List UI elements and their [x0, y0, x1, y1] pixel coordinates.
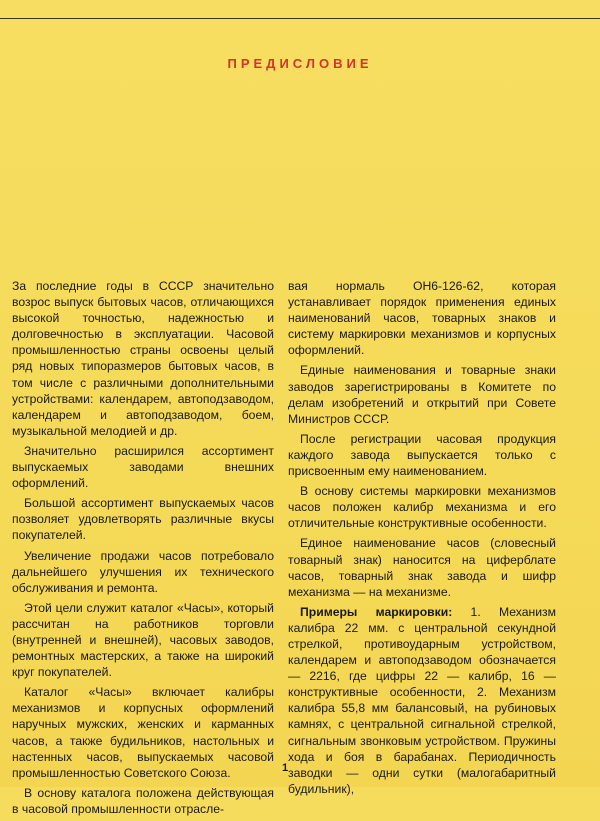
left-text-column — [12, 278, 274, 821]
paragraph: За последние годы в СССР значительно возрос выпуск бытовых часов, отличающихся высокой точностью, надежностью и долговечностью в эксплуатации. Часовой промышленностью страны освоены целый ряд новых типоразмеров бытовых часов, в том числе с различными дополнительными устройствами: календарем, автоподзаводом, календарем и автоподзаводом, боем, музыкальной мелодией и др. — [12, 279, 274, 438]
paragraph: Этой цели служит каталог «Часы», который рассчитан на работников торговли (внутренней и внешней), часовых заводов, ремонтных мастерских, а также на широкий круг покупателей. — [12, 600, 274, 680]
paragraph: Увеличение продажи часов потребовало дальнейшего улучшения их технического обслуживания и ремонта. — [12, 548, 274, 595]
paragraph: Единое наименование часов (словесный товарный знак) наносится на циферблате часов, товарный знак завода и шифр механизма — на механизме. — [288, 536, 556, 599]
paragraph: Большой ассортимент выпускаемых часов позволяет удовлетворять различные вкусы покупателей. — [12, 496, 274, 543]
paragraph: В основу каталога положена действующая в часовой промышленности отрасле- — [12, 785, 274, 816]
paragraph: В основу системы маркировки механизмов часов положен калибр механизма и его отличительные конструктивные особенности. — [288, 484, 556, 531]
paragraph: вая нормаль ОН6-126-62, которая устанавливает порядок применения единых наименований часов, товарных знаков и систему маркировки механизмов и корпусных оформлений. — [288, 279, 556, 358]
top-divider — [0, 18, 600, 19]
paragraph: Каталог «Часы» включает калибры механизмов и корпусных оформлений наручных мужских, женских и карманных часов, а также будильников, настольных и настенных часов, выпускаемых часовой промышленностью Советского Союза. — [12, 685, 274, 780]
paragraph: После регистрации часовая продукция каждого завода выпускается только с присвоенным ему наименованием. — [288, 431, 556, 479]
paragraph: Значительно расширился ассортимент выпускаемых заводами внешних оформлений. — [12, 443, 274, 491]
page-title: ПРЕДИСЛОВИЕ — [227, 56, 373, 71]
paragraph: Единые наименования и товарные знаки заводов зарегистрированы в Комитете по делам изобретений и открытий при Совете Министров СССР. — [288, 363, 556, 426]
right-text-column — [288, 278, 556, 801]
examples-label: Примеры маркировки: — [300, 604, 453, 619]
examples-text: 1. Механизм калибра 22 мм. с центральной секундной стрелкой, противоударным устройством, календарем и автоподзаводом обозначается — 2216, где цифры 22 — калибр, 16 — конструктивные особенности, 2. Механизм калибра 55,8 мм балансовый, на рубиновых камнях, с центральной сигнальной стрелкой, сигнальным звонковым устройством. Пружины хода и боя в барабанах. Периодичность заводки — одни сутки (малогабаритный будильник), — [288, 604, 556, 796]
page-number: 1 — [281, 762, 289, 774]
